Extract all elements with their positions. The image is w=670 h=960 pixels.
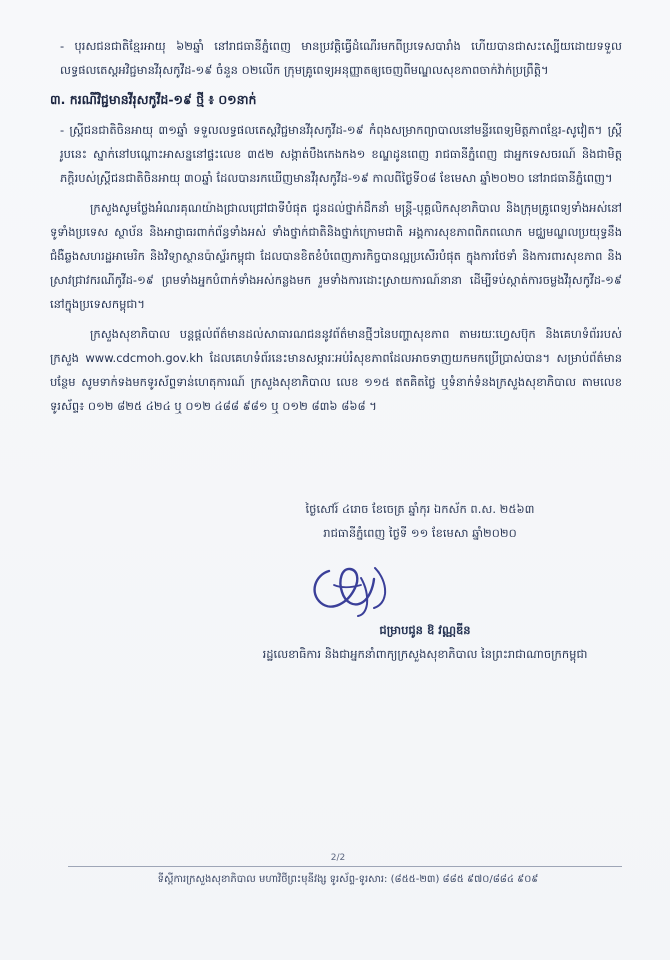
paragraph-contact-info: ក្រសួងសុខាភិបាល បន្តផ្តល់ព័ត៌មានដល់សាធារណជននូវព័ត៌មានថ្មីៗនៃបញ្ហាសុខភាព តាមរយៈហ្វេសប៊ុក និងគេហទំព័ររបស់ក្រសួង www.cdcmoh.gov.kh ដែលគេហទំព័រនេះមានសម្ភារៈអប់រំសុខភាពដែលអាចទាញយកមកប្រើប្រាស់បាន។ សម្រាប់ព័ត៌មានបន្ថែម សូមទាក់ទងមកទូរស័ព្ទទាន់ហេតុការណ៍ ក្រសួងសុខាភិបាល លេខ ១១៥ ឥតគិតថ្លៃ ឬទំនាក់ទំនងក្រសួងសុខាភិបាល តាមលេខទូរស័ព្ទ៖ ០១២ ៨២៥ ៤២៤ ឬ ០១២ ៤៨៨ ៩៨១ ឬ ០១២ ៨៣៦ ៨៦៨ ។ [50, 327, 622, 413]
lunar-date: ថ្ងៃសៅរ៍ ៤រោច ខែចេត្រ ឆ្នាំកុរ ឯកស័ក ព.ស. ២៥៦៣ [305, 502, 535, 516]
date-block [240, 497, 600, 545]
signer-title: ជម្រាបជូន [379, 623, 423, 637]
footer-address: ទីស្តីការក្រសួងសុខាភិបាល មហាវិថីព្រះមុនីវង្ស ទូរស័ព្ទ-ទូរសារ: (៨៥៥-២៣) ៨៨៥ ៩៧០/៨៨៤ ៩០៩ [157, 874, 539, 885]
signer-role: រដ្ឋលេខាធិការ និងជាអ្នកនាំពាក្យក្រសួងសុខាភិបាល នៃព្រះរាជាណាចក្រកម្ពុជា [262, 647, 588, 661]
document-body [50, 34, 622, 424]
footer-divider [68, 866, 622, 867]
paragraph-discharged-case: - បុរសជនជាតិខ្មែរអាយុ ៦២ឆ្នាំ នៅរាជធានីភ្នំពេញ មានប្រវត្តិធ្វើដំណើរមកពីប្រទេសបារាំង ហើយបានជាសះស្បើយដោយទទួលលទ្ធផលតេស្តអវិជ្ជមានវីរុសកូវីដ-១៩ ចំនួន ០២លើក ក្រុមគ្រូពេទ្យអនុញ្ញាតឲ្យចេញពីមណ្ឌលសុខភាពចាក់វ៉ាក់ប្រព្រឹត្តិ។ [60, 39, 622, 77]
paragraph-gratitude: ក្រសួងសូមថ្លែងអំណរគុណយ៉ាងជ្រាលជ្រៅជាទីបំផុត ជូនដល់ថ្នាក់ដឹកនាំ មន្ត្រី-បុគ្គលិកសុខាភិបាល និងក្រុមគ្រូពេទ្យទាំងអស់នៅទូទាំងប្រទេស ស្ថាប័ន និងអាជ្ញាធរពាក់ព័ន្ធទាំងអស់ ទាំងថ្នាក់ជាតិនិងថ្នាក់ក្រោមជាតិ អង្គការសុខភាពពិភពលោក មជ្ឈមណ្ឌលប្រយុទ្ធនឹងជំងឺឆ្លងសហរដ្ឋអាមេរិក និងវិទ្យាស្ថានប៉ាស្ទ័រកម្ពុជា ដែលបានខិតខំបំពេញភារកិច្ចបានល្អប្រសើរបំផុត ក្នុងការថែទាំ និងការពារសុខភាព និងស្រាវជ្រាវករណីកូវីដ-១៩ ព្រមទាំងអ្នកបំពាក់ទាំងអស់កន្លងមក រួមទាំងការដោះស្រាយការណ៍នានា ដើម្បីទប់ស្កាត់ការចម្លងវីរុសកូវីដ-១៩ នៅក្នុងប្រទេសកម្ពុជា។ [50, 201, 622, 311]
signer-name: ឱ វណ្ណឌីន [427, 623, 471, 637]
signature-mark [303, 559, 413, 621]
section-heading-new-case: ៣. ករណីវិជ្ជមានវីរុសកូវីដ-១៩ ថ្មី ៖ ០១នាក់ [50, 92, 257, 107]
solar-date: រាជធានីភ្នំពេញ ថ្ងៃទី ១១ ខែមេសា ឆ្នាំ២០២០ [323, 526, 517, 540]
paragraph-new-case: - ស្ត្រីជនជាតិចិនអាយុ ៣១ឆ្នាំ ទទួលលទ្ធផលតេស្តវិជ្ជមានវីរុសកូវីដ-១៩ កំពុងសម្រាកព្យាបាលនៅមន្ទីរពេទ្យមិត្តភាពខ្មែរ-សូវៀត។ ស្ត្រីរូបនេះ ស្នាក់នៅបណ្តោះអាសន្ននៅផ្ទះលេខ ៣៥២ សង្កាត់បឹងកេងកង១ ខណ្ឌដូនពេញ រាជធានីភ្នំពេញ ជាអ្នកទេសចរណ៍ និងជាមិត្ត ភក្តិរបស់ស្ត្រីជនជាតិចិនអាយុ ៣០ឆ្នាំ ដែលបានរកឃើញមានវីរុសកូវីដ-១៩ កាលពីថ្ងៃទី០៨ ខែមេសា ឆ្នាំ២០២០ នៅរាជធានីភ្នំពេញ។ [60, 123, 622, 185]
signer-block [225, 618, 625, 666]
page-number: 2/2 [330, 853, 346, 863]
